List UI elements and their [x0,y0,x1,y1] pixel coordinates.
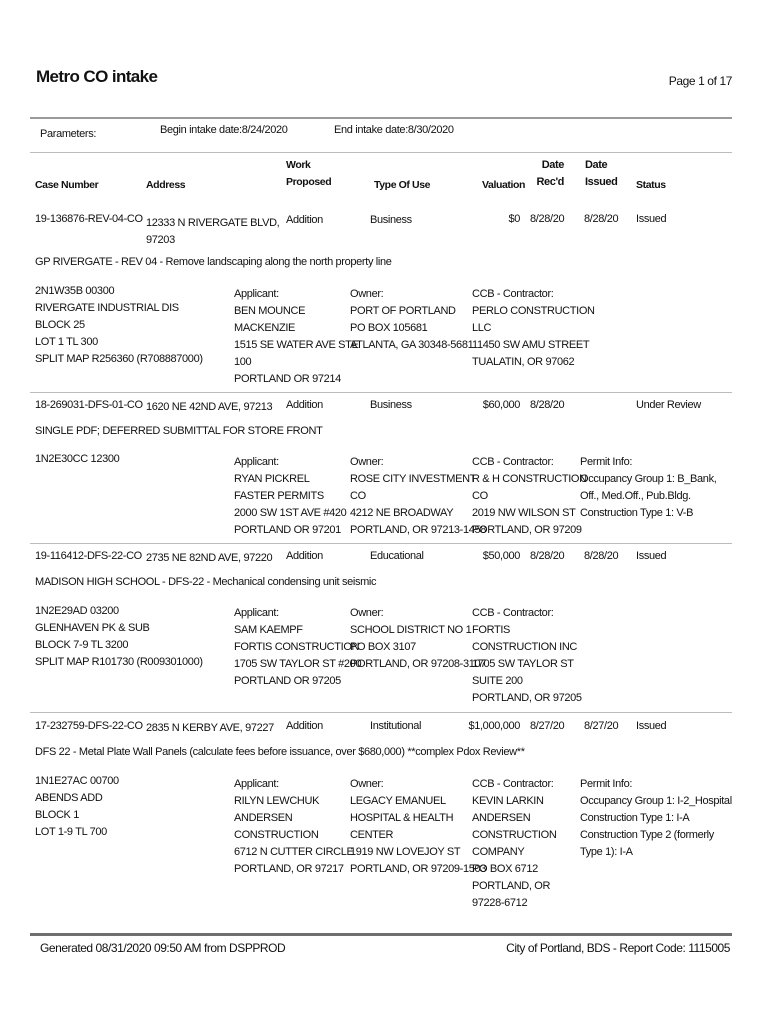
page-number: Page 1 of 17 [668,74,732,88]
col-address: Address [146,179,186,191]
address: 2835 N KERBY AVE, 97227 [146,722,274,734]
type-of-use: Institutional [370,720,422,732]
footer-generated: Generated 08/31/2020 09:50 AM from DSPPROD [40,941,286,955]
col-work-proposed: Work Proposed [286,159,332,188]
status: Issued [636,550,667,562]
contractor: CCB - Contractor: PERLO CONSTRUCTION LLC 11450 SW AMU STREET TUALATIN, OR 97062 [472,288,595,368]
address: 12333 N RIVERGATE BLVD, 97203 [146,217,280,246]
applicant: Applicant: BEN MOUNCE MACKENZIE 1515 SE WATER AVE STE 100 PORTLAND OR 97214 [234,288,359,385]
case-number: 19-116412-DFS-22-CO [35,550,142,562]
address: 1620 NE 42ND AVE, 97213 [146,401,273,413]
description: SINGLE PDF; DEFERRED SUBMITTAL FOR STORE FRONT [35,425,323,437]
date-received: 8/27/20 [530,720,565,732]
contractor: CCB - Contractor: KEVIN LARKIN ANDERSEN CONSTRUCTION COMPANY PO BOX 6712 PORTLAND, OR 97228-6712 [472,778,557,909]
footer-rule [30,933,732,936]
legal-description: 2N1W35B 00300 RIVERGATE INDUSTRIAL DIS BLOCK 25 LOT 1 TL 300 SPLIT MAP R256360 (R708887000) [35,285,203,365]
description: GP RIVERGATE - REV 04 - Remove landscaping along the north property line [35,256,392,268]
work-proposed: Addition [286,214,323,226]
footer-source: City of Portland, BDS - Report Code: 1115005 [506,941,730,955]
owner: Owner: SCHOOL DISTRICT NO 1 PO BOX 3107 PORTLAND, OR 97208-3107 [350,607,487,670]
date-issued: 8/28/20 [584,213,619,225]
applicant: Applicant: RILYN LEWCHUK ANDERSEN CONSTRUCTION 6712 N CUTTER CIRCLE PORTLAND, OR 97217 [234,778,354,875]
valuation: $0 [508,213,520,225]
col-status: Status [636,179,666,191]
parameters-rule [30,152,732,153]
status: Under Review [636,399,701,411]
col-valuation: Valuation [482,179,526,191]
date-received: 8/28/20 [530,550,565,562]
record-divider [30,712,732,713]
end-intake-date: End intake date:8/30/2020 [334,124,454,136]
status: Issued [636,213,667,225]
record-divider [30,543,732,544]
legal-description: 1N1E27AC 00700 ABENDS ADD BLOCK 1 LOT 1-9 TL 700 [35,775,119,838]
applicant: Applicant: RYAN PICKREL FASTER PERMITS 2000 SW 1ST AVE #420 PORTLAND OR 97201 [234,456,347,536]
col-case-number: Case Number [35,179,99,191]
work-proposed: Addition [286,720,323,732]
date-issued: 8/27/20 [584,720,619,732]
owner: Owner: LEGACY EMANUEL HOSPITAL & HEALTH CENTER 1919 NW LOVEJOY ST PORTLAND, OR 97209-1503 [350,778,487,875]
type-of-use: Business [370,214,412,226]
description: MADISON HIGH SCHOOL - DFS-22 - Mechanical condensing unit seismic [35,576,377,588]
case-number: 17-232759-DFS-22-CO [35,720,143,732]
permit-info: Permit Info: Occupancy Group 1: B_Bank, Off., Med.Off., Pub.Bldg. Construction Type 1: V-B [580,456,717,519]
date-received: 8/28/20 [530,399,565,411]
record-divider [30,392,732,393]
valuation: $50,000 [482,550,520,562]
type-of-use: Business [370,399,412,411]
work-proposed: Addition [286,399,323,411]
type-of-use: Educational [370,550,424,562]
report-title: Metro CO intake [36,67,158,86]
col-date-issued: Date Issued [585,159,618,188]
work-proposed: Addition [286,550,323,562]
address: 2735 NE 82ND AVE, 97220 [146,552,273,564]
case-number: 19-136876-REV-04-CO [35,213,143,225]
col-type-of-use: Type Of Use [374,179,431,191]
begin-intake-date: Begin intake date:8/24/2020 [160,124,288,136]
date-received: 8/28/20 [530,213,565,225]
valuation: $60,000 [482,399,520,411]
status: Issued [636,720,667,732]
legal-description: 1N2E30CC 12300 [35,453,120,465]
parameters-label: Parameters: [40,128,97,140]
description: DFS 22 - Metal Plate Wall Panels (calculate fees before issuance, over $680,000) **complex Pdox Review** [35,746,525,758]
contractor: CCB - Contractor: FORTIS CONSTRUCTION INC 1705 SW TAYLOR ST SUITE 200 PORTLAND, OR 97205 [472,607,582,704]
col-date-recd: Date Rec'd [536,159,564,188]
permit-info: Permit Info: Occupancy Group 1: I-2_Hospital Construction Type 1: I-A Construction Type 2 (formerly Type 1): I-A [580,778,732,858]
header-rule [30,117,732,119]
case-number: 18-269031-DFS-01-CO [35,399,143,411]
valuation: $1,000,000 [468,720,520,732]
date-issued: 8/28/20 [584,550,619,562]
owner: Owner: ROSE CITY INVESTMENT CO 4212 NE BROADWAY PORTLAND, OR 97213-1458 [350,456,487,536]
applicant: Applicant: SAM KAEMPF FORTIS CONSTRUCTION 1705 SW TAYLOR ST #200 PORTLAND OR 97205 [234,607,362,687]
contractor: CCB - Contractor: R & H CONSTRUCTION CO 2019 NW WILSON ST PORTLAND, OR 97209 [472,456,587,536]
owner: Owner: PORT OF PORTLAND PO BOX 105681 ATLANTA, GA 30348-5681 [350,288,474,351]
legal-description: 1N2E29AD 03200 GLENHAVEN PK & SUB BLOCK 7-9 TL 3200 SPLIT MAP R101730 (R009301000) [35,605,203,668]
